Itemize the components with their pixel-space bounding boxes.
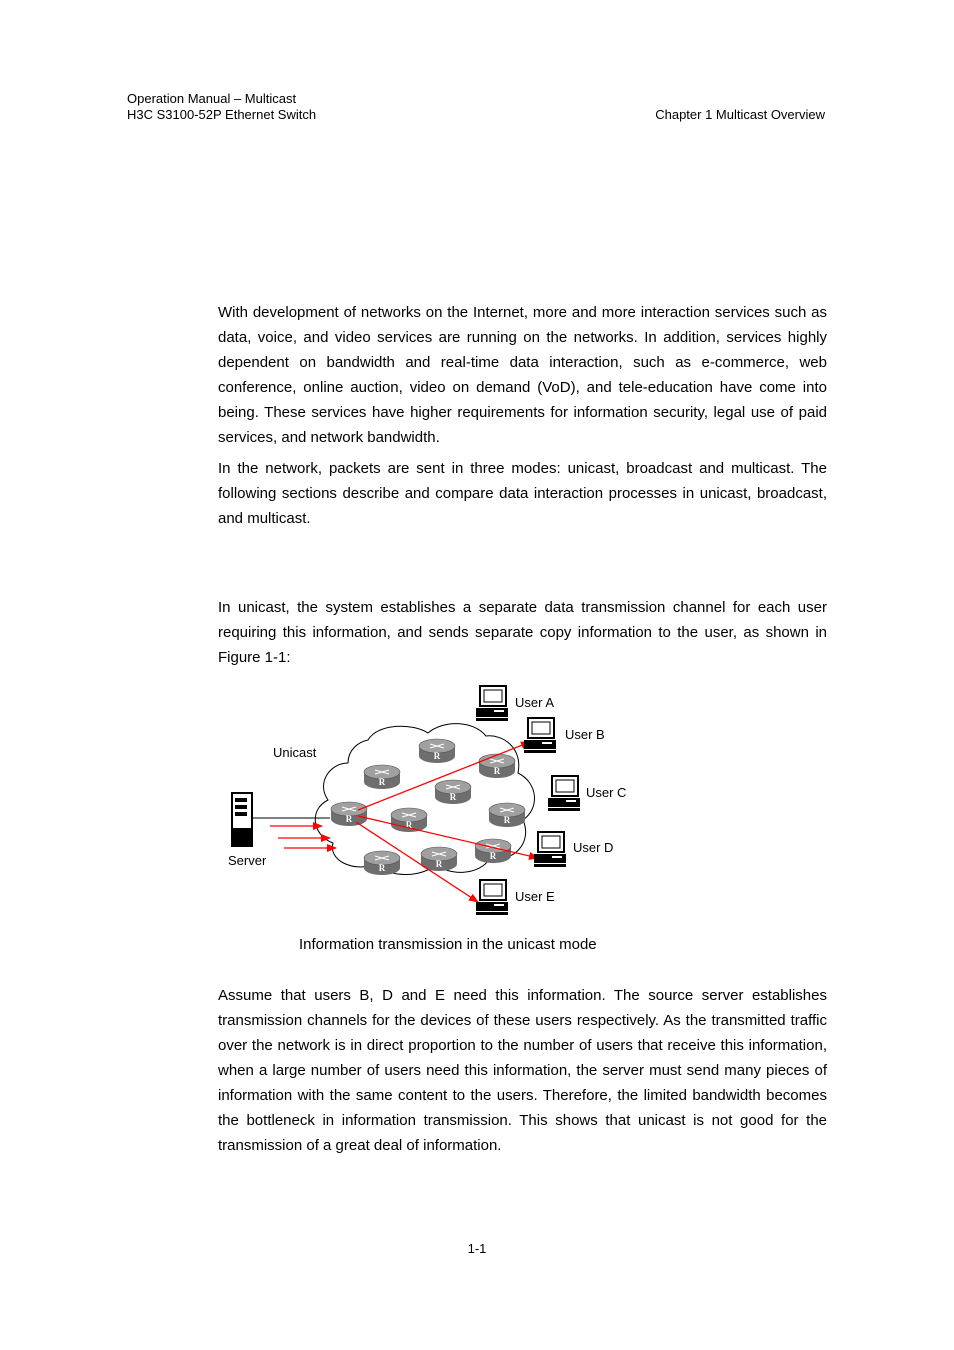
manual-title: Operation Manual – Multicast: [127, 91, 297, 106]
unicast-analysis-section: [218, 983, 827, 1158]
svg-text:R: R: [449, 792, 457, 802]
user-a-pc-icon: [476, 686, 508, 721]
svg-text:R: R: [378, 863, 386, 873]
paragraph-analysis: Assume that users B, D and E need this information. The source server establishes transmission channels for the devices of these users respectively. As the transmitted traffic over the network is in direct proportion to the number of users that receive this information, when a large number of users need this information, the server must send many pieces of information with the same content to the users. Therefore, the limited bandwidth becomes the bottleneck in information transmission. This shows that unicast is not good for the transmission of a great deal of information.: [218, 987, 827, 1154]
user-e-pc-icon: [476, 880, 508, 915]
user-e-label: User E: [515, 889, 555, 904]
router-icon: [489, 803, 525, 827]
figure-caption: Information transmission in the unicast mode: [299, 936, 597, 953]
svg-text:R: R: [503, 815, 511, 825]
paragraph-modes: In the network, packets are sent in three modes: unicast, broadcast and multicast. The following sections describe and compare data interaction processes in unicast, broadcast, and multicast.: [218, 460, 827, 527]
router-icon: [435, 780, 471, 804]
chapter-title: Chapter 1 Multicast Overview: [655, 107, 825, 122]
router-icon: [479, 754, 515, 778]
user-c-pc-icon: [548, 776, 580, 811]
unicast-label: Unicast: [273, 745, 317, 760]
unicast-figure: [218, 678, 648, 918]
server-icon: [232, 793, 252, 846]
page-number: 1-1: [467, 1241, 487, 1256]
intro-section: [218, 300, 827, 531]
user-d-label: User D: [573, 840, 614, 855]
server-label: Server: [228, 853, 267, 868]
router-icon: [364, 851, 400, 875]
user-b-pc-icon: [524, 718, 556, 753]
user-a-label: User A: [515, 695, 555, 710]
svg-text:R: R: [345, 814, 353, 824]
user-b-label: User B: [565, 727, 605, 742]
product-name: H3C S3100-52P Ethernet Switch: [127, 107, 317, 122]
user-d-pc-icon: [534, 832, 566, 867]
svg-text:R: R: [405, 820, 413, 830]
svg-text:R: R: [378, 777, 386, 787]
svg-text:R: R: [489, 851, 497, 861]
unicast-section: [218, 595, 827, 670]
router-icon: [331, 802, 367, 826]
paragraph-intro: With development of networks on the Internet, more and more interaction services such as data, voice, and video services are running on the networks. In addition, services highly dependent on bandwidth and real-time data interaction, such as e-commerce, web conference, online auction, video on demand (VoD), and tele-education have come into being. These services have higher requirements for information security, legal use of paid services, and network bandwidth.: [218, 304, 827, 446]
svg-text:R: R: [433, 751, 441, 761]
svg-text:R: R: [435, 859, 443, 869]
router-icon: [419, 739, 455, 763]
router-icon: [364, 765, 400, 789]
user-c-label: User C: [586, 785, 627, 800]
running-header-left: [127, 91, 316, 123]
paragraph-unicast: In unicast, the system establishes a separate data transmission channel for each user requiring this information, and sends separate copy information to the user, as shown in Figure 1-1:: [218, 599, 827, 666]
svg-text:R: R: [493, 766, 501, 776]
